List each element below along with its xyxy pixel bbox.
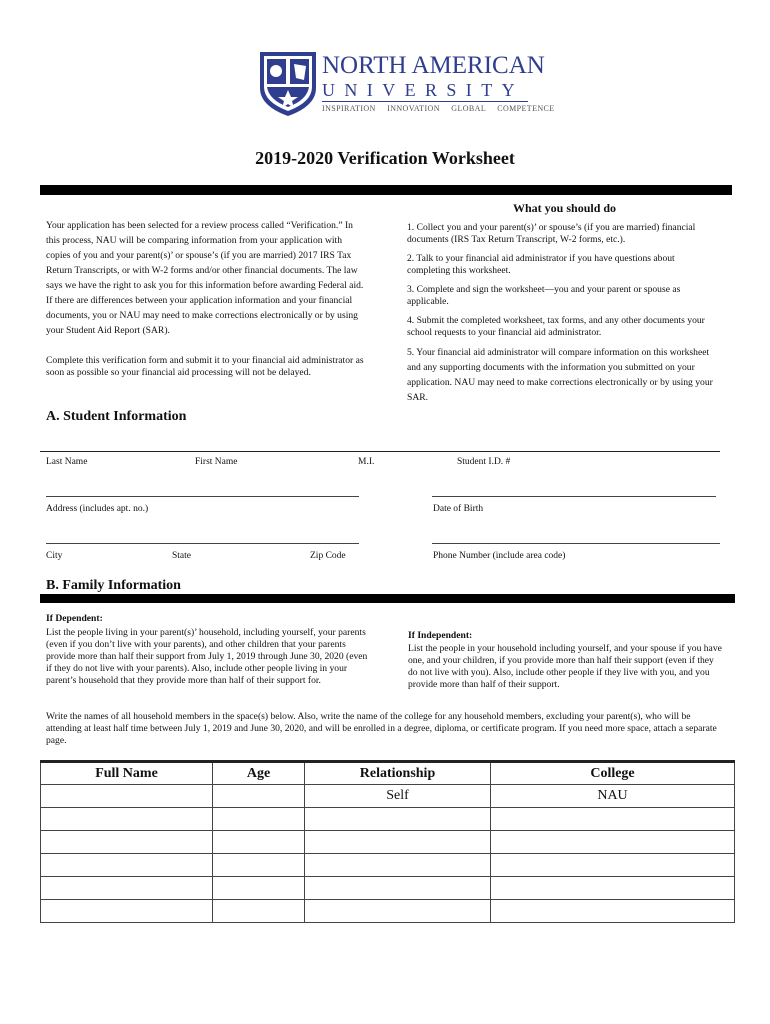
address-input-line[interactable] (46, 496, 359, 497)
table-row (41, 808, 735, 831)
col-college: College (491, 762, 735, 785)
state-label: State (172, 551, 191, 561)
dob-label: Date of Birth (433, 504, 484, 514)
last-name-label: Last Name (46, 457, 88, 467)
age-cell[interactable] (213, 854, 305, 877)
logo-divider (322, 101, 528, 102)
age-cell[interactable] (213, 831, 305, 854)
table-row (41, 831, 735, 854)
relationship-cell[interactable] (305, 808, 491, 831)
university-name: NORTH AMERICAN (322, 52, 545, 79)
table-row (41, 877, 735, 900)
relationship-cell[interactable] (305, 877, 491, 900)
step-3: 3. Complete and sign the worksheet—you and your parent or spouse as applicable. (407, 284, 681, 307)
intro-submit-paragraph: Complete this verification form and submit it to your financial aid administrator as soon as possible so your financial aid processing will not be delayed. (46, 355, 364, 378)
age-cell[interactable] (213, 785, 305, 808)
full-name-cell[interactable] (41, 877, 213, 900)
col-full-name: Full Name (41, 762, 213, 785)
section-a-rule (40, 451, 720, 452)
section-b-heading: B. Family Information (46, 578, 181, 593)
col-relationship: Relationship (305, 762, 491, 785)
dependent-title: If Dependent: (46, 613, 103, 624)
college-cell[interactable] (491, 900, 735, 923)
college-cell[interactable] (491, 831, 735, 854)
full-name-cell[interactable] (41, 900, 213, 923)
table-row (41, 900, 735, 923)
full-name-cell[interactable] (41, 831, 213, 854)
middle-initial-label: M.I. (358, 457, 375, 467)
section-a-heading: A. Student Information (46, 409, 187, 424)
household-instructions: Write the names of all household members in the space(s) below. Also, write the name of the college for any household members, excluding your parent(s), who will be attending at least half time between July 1, 2019 and June 30, 2020, and will be enrolled in a degree, diploma, or certificate program. If you need more space, attach a separate page. (46, 711, 717, 746)
what-to-do-heading: What you should do (513, 201, 617, 215)
address-label: Address (includes apt. no.) (46, 504, 149, 514)
relationship-cell[interactable] (305, 854, 491, 877)
relationship-cell[interactable]: Self (305, 785, 491, 808)
step-5: 5. Your financial aid administrator will compare information on this worksheet and any supporting documents with the information you submitted on your application. NAU may need to make corrections electronically or by using your SAR. (407, 347, 713, 403)
section-b-bar (40, 594, 735, 603)
full-name-cell[interactable] (41, 854, 213, 877)
student-id-label: Student I.D. # (457, 457, 511, 467)
university-logo-shield (258, 50, 318, 118)
age-cell[interactable] (213, 808, 305, 831)
college-cell[interactable] (491, 808, 735, 831)
age-cell[interactable] (213, 877, 305, 900)
table-header-row (41, 762, 735, 785)
table-row (41, 785, 735, 808)
col-age: Age (213, 762, 305, 785)
phone-label: Phone Number (include area code) (433, 551, 566, 561)
relationship-cell[interactable] (305, 831, 491, 854)
intro-paragraph: Your application has been selected for a review process called “Verification.” In this process, NAU will be comparing information from your application with copies of you and your parent(s)’ or spouse’s (if you are married) 2017 IRS Tax Return Transcripts, or with W-2 forms and/or other financial documents. The law says we have the right to ask you for this information before awarding Federal aid. If there are differences between your application information and your financial documents, you or NAU may need to make corrections electronically or by using your Student Aid Report (SAR). (46, 220, 364, 336)
dob-input-line[interactable] (432, 496, 716, 497)
table-row (41, 854, 735, 877)
household-table (40, 760, 735, 923)
title-divider-bar (40, 185, 732, 195)
independent-text: List the people in your household including yourself, and your spouse if you have one, and your children, if you provide more than half their support (even if they do not live with you). Also, include other people if they live with you, and you provide more than half of their support. (408, 643, 722, 690)
independent-title: If Independent: (408, 630, 473, 641)
zip-label: Zip Code (310, 551, 346, 561)
university-word: UNIVERSITY (322, 80, 524, 100)
page-title: 2019-2020 Verification Worksheet (255, 148, 515, 168)
phone-input-line[interactable] (432, 543, 720, 544)
college-cell[interactable]: NAU (491, 785, 735, 808)
step-1: 1. Collect you and your parent(s)’ or spouse’s (if you are married) financial documents (IRS Tax Return Transcript, W-2 forms, etc.). (407, 222, 696, 245)
step-2: 2. Talk to your financial aid administrator if you have questions about completing this worksheet. (407, 253, 675, 276)
college-cell[interactable] (491, 877, 735, 900)
first-name-label: First Name (195, 457, 238, 467)
university-tagline: INSPIRATION INNOVATION GLOBAL COMPETENCE (322, 104, 555, 113)
relationship-cell[interactable] (305, 900, 491, 923)
city-state-zip-input-line[interactable] (46, 543, 359, 544)
full-name-cell[interactable] (41, 808, 213, 831)
full-name-cell[interactable] (41, 785, 213, 808)
age-cell[interactable] (213, 900, 305, 923)
dependent-text: List the people living in your parent(s)’ household, including yourself, your parents (even if you don’t live with your parents), and other children that your parents provide more than half their support from July 1, 2019 through June 30, 2020 (even if they do not live with your parents). Also, include other people living in your parent’s household that they provide more than half of their support for. (46, 627, 368, 686)
college-cell[interactable] (491, 854, 735, 877)
step-4: 4. Submit the completed worksheet, tax forms, and any other documents your school requests to your financial aid administrator. (407, 315, 705, 338)
city-label: City (46, 551, 63, 561)
